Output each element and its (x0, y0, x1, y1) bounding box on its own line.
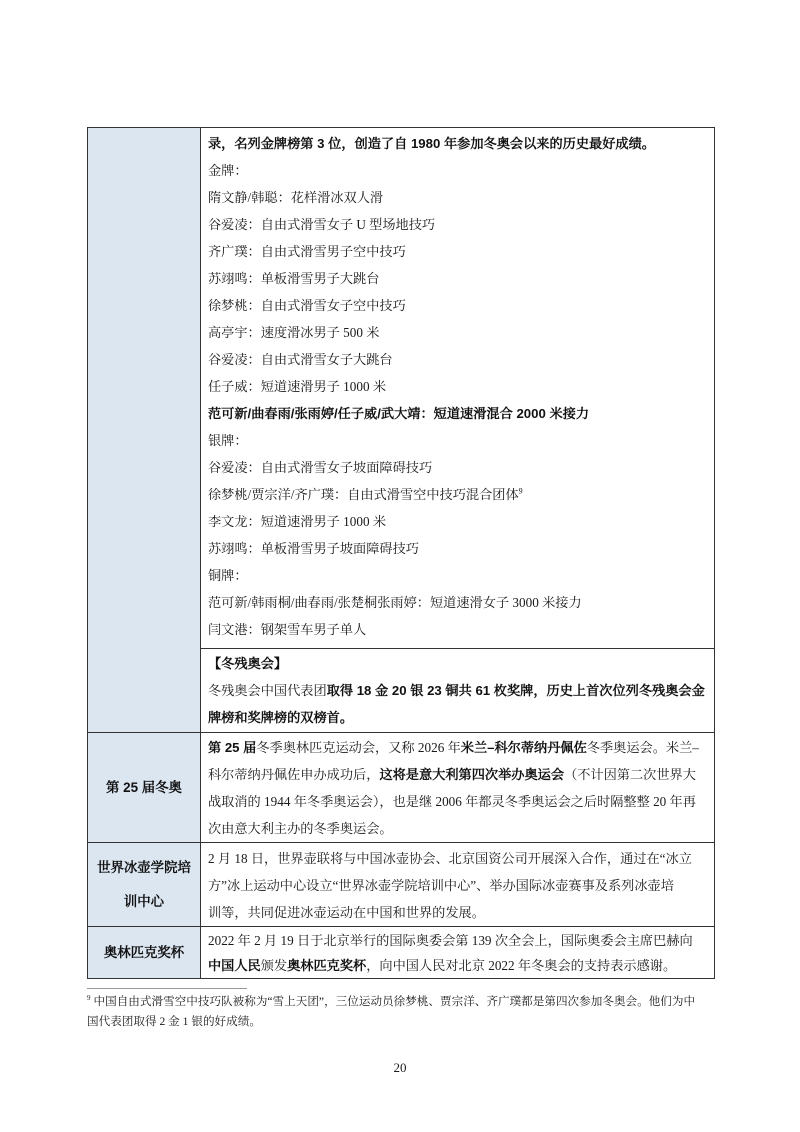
text-line (208, 734, 711, 761)
text-line (208, 650, 711, 677)
paralympics-summary (201, 649, 714, 731)
text-line (208, 761, 711, 788)
text-line (208, 319, 711, 346)
text-line (208, 589, 711, 616)
text-line (208, 346, 711, 373)
footnote-line (87, 1012, 714, 1032)
body-text: 铜牌： (208, 568, 248, 583)
body-text: 任子威：短道速滑男子 1000 米 (208, 379, 387, 394)
events-table (87, 127, 715, 979)
text-line (208, 677, 711, 704)
body-text: 隋文静/韩聪：花样滑冰双人滑 (208, 190, 384, 205)
text-line (208, 788, 711, 815)
bold-text: 这将是意大利第四次举办奥运会 (379, 767, 565, 782)
bold-text: 中国人民 (208, 958, 261, 973)
bold-text: 第 25 届 (208, 740, 257, 755)
body-text: 谷爱凌：自由式滑雪女子大跳台 (208, 352, 393, 367)
row-label-cell (88, 733, 201, 843)
text-line (208, 238, 711, 265)
body-text: 战取消的 1944 年冬季奥运会），也是继 2006 年都灵冬季奥运会之后时隔整整 20 年再 (208, 794, 696, 809)
row-content-cell (201, 128, 715, 649)
text-line (208, 928, 711, 953)
body-text: 李文龙：短道速滑男子 1000 米 (208, 514, 387, 529)
body-text: 冬季奥林匹克运动会，又称 2026 年 (256, 740, 461, 755)
body-text: 2022 年 2 月 19 日于北京举行的国际奥委会第 139 次全会上，国际奥委会主席巴赫向 (208, 933, 693, 948)
footnote-divider (87, 988, 247, 989)
body-text: 2 月 18 日，世界壶联将与中国冰壶协会、北京国资公司开展深入合作，通过在“冰立 (208, 851, 692, 866)
footnote (87, 992, 714, 1032)
table-row (88, 927, 715, 979)
text-line (208, 845, 711, 872)
milan-cortina-text (201, 733, 714, 842)
text-line (208, 872, 711, 899)
bold-text: 牌榜和奖牌榜的双榜首。 (208, 710, 354, 725)
body-text: 徐梦桃/贾宗洋/齐广璞：自由式滑雪空中技巧混合团体 (208, 487, 519, 502)
text-line (208, 481, 711, 508)
bold-text: 范可新/曲春雨/张雨婷/任子威/武大靖：短道速滑混合 2000 米接力 (208, 406, 590, 421)
body-text: 颁发 (260, 958, 288, 973)
row-label-text: 训中心 (123, 893, 165, 909)
body-text: 谷爱凌：自由式滑雪女子 U 型场地技巧 (208, 217, 436, 232)
body-text: 方”冰上运动中心设立“世界冰壶学院培训中心”、举办国际冰壶赛事及系列冰壶培 (208, 878, 674, 893)
row-label-text: 第 25 届冬奥 (106, 779, 182, 795)
footnote-line (87, 992, 714, 1012)
medal-list (201, 128, 714, 643)
olympic-cup-text (201, 927, 714, 978)
body-text: 金牌： (208, 163, 248, 178)
row-label-cell (88, 843, 201, 927)
body-text: 训等，共同促进冰壶运动在中国和世界的发展。 (208, 905, 485, 920)
bold-text: 奥林匹克奖杯 (287, 958, 367, 973)
footnote-marker: 9 (87, 994, 91, 1003)
body-text: 范可新/韩雨桐/曲春雨/张楚桐张雨婷：短道速滑女子 3000 米接力 (208, 595, 582, 610)
table-row (88, 128, 715, 649)
row-label (88, 851, 200, 919)
body-text: ，向中国人民对北京 2022 年冬奥会的支持表示感谢。 (366, 958, 677, 973)
table-row (88, 843, 715, 927)
body-text: 苏翊鸣：单板滑雪男子大跳台 (208, 271, 380, 286)
body-text: 银牌： (208, 433, 248, 448)
text-line (208, 953, 711, 978)
body-text: 冬残奥会中国代表团 (208, 683, 327, 698)
body-text: 高亭宇：速度滑冰男子 500 米 (208, 325, 380, 340)
bold-text: 取得 18 金 20 银 23 铜共 61 枚奖牌，历史上首次位列冬残奥会金 (326, 683, 705, 698)
table-row (88, 733, 715, 843)
text-line (208, 899, 711, 926)
text-line (208, 373, 711, 400)
row-label-cell (88, 128, 201, 733)
row-label-cell (88, 927, 201, 979)
text-line (208, 265, 711, 292)
text-line (208, 815, 711, 842)
body-text: 谷爱凌：自由式滑雪女子坡面障碍技巧 (208, 460, 433, 475)
row-content-cell (201, 927, 715, 979)
text-line (208, 508, 711, 535)
row-label-text: 奥林匹克奖杯 (103, 944, 185, 960)
body-text: 次由意大利主办的冬季奥运会。 (208, 821, 393, 836)
text-line (208, 704, 711, 731)
body-text: （不计因第二次世界大 (564, 767, 696, 782)
body-text: 齐广璞：自由式滑雪男子空中技巧 (208, 244, 406, 259)
text-line (208, 454, 711, 481)
row-content-cell (201, 733, 715, 843)
text-line (208, 427, 711, 454)
row-label (88, 936, 200, 970)
footnote-text: 中国自由式滑雪空中技巧队被称为“雪上天团”，三位运动员徐梦桃、贾宗洋、齐广璞都是第四次参加冬奥会。他们为中 (93, 995, 696, 1008)
body-text: 闫文港：钢架雪车男子单人 (208, 622, 367, 637)
body-text: 苏翊鸣：单板滑雪男子坡面障碍技巧 (208, 541, 419, 556)
text-line (208, 562, 711, 589)
body-text: 冬季奥运会。米兰– (586, 740, 699, 755)
row-label (88, 771, 200, 805)
row-content-cell (201, 843, 715, 927)
text-line (208, 535, 711, 562)
row-label-text: 世界冰壶学院培 (97, 859, 191, 875)
text-line (208, 211, 711, 238)
bold-text: 米兰–科尔蒂纳丹佩佐 (460, 740, 587, 755)
text-line (208, 616, 711, 643)
body-text: 徐梦桃：自由式滑雪女子空中技巧 (208, 298, 406, 313)
footnote-text: 国代表团取得 2 金 1 银的好成绩。 (87, 1015, 261, 1028)
row-content-cell (201, 649, 715, 733)
text-line (208, 400, 711, 427)
footnote-reference: 9 (518, 486, 523, 496)
text-line (208, 184, 711, 211)
bold-text: 录，名列金牌榜第 3 位，创造了自 1980 年参加冬奥会以来的历史最好成绩。 (208, 136, 655, 151)
page-number: 20 (393, 1060, 407, 1075)
bold-text: 【冬残奥会】 (208, 656, 288, 671)
body-text: 科尔蒂纳丹佩佐申办成功后， (208, 767, 380, 782)
text-line (208, 157, 711, 184)
curling-academy-text (201, 843, 714, 926)
text-line (208, 130, 711, 157)
text-line (208, 292, 711, 319)
